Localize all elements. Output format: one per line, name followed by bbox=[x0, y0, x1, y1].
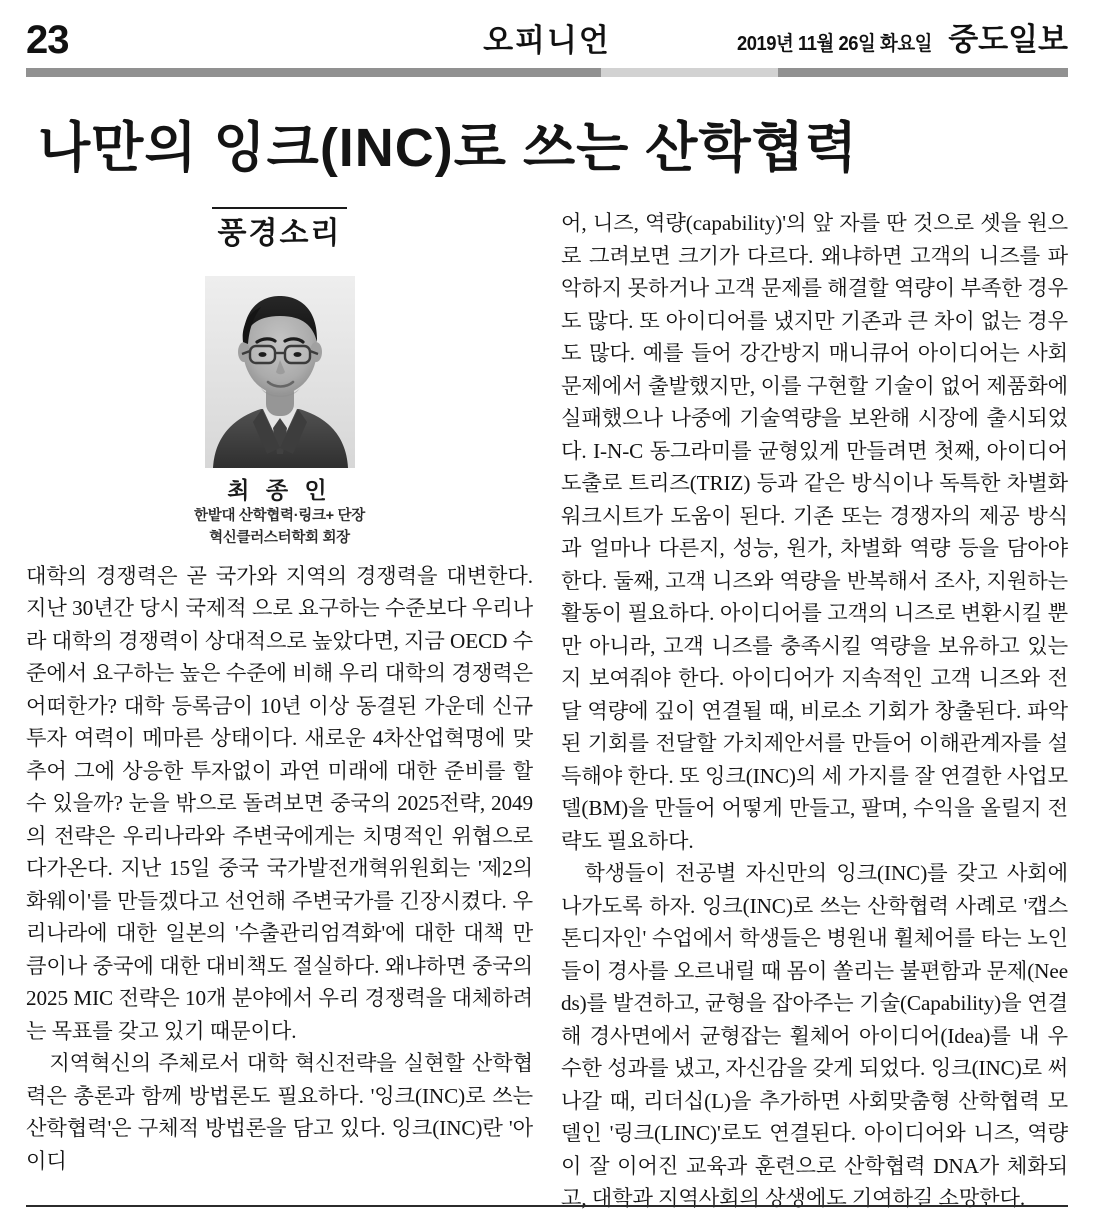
masthead-right-group bbox=[720, 14, 1068, 62]
column-series-title: 풍경소리 bbox=[217, 217, 342, 251]
page-number: 23 bbox=[26, 18, 69, 62]
rule-segment-right bbox=[778, 68, 1068, 77]
issue-date: 2019년 11월 26일 화요일 bbox=[737, 33, 933, 55]
right-column bbox=[561, 207, 1068, 1215]
author-portrait bbox=[205, 276, 355, 468]
page-bottom-rule bbox=[26, 1205, 1068, 1207]
author-affiliation-secondary: 혁신클러스터학회 회장 bbox=[209, 530, 350, 547]
author-name: 최 종 인 bbox=[227, 477, 332, 504]
paragraph: 어, 니즈, 역량(capability)'의 앞 자를 딴 것으로 셋을 원으로 그려보면 크기가 다르다. 왜냐하면 고객의 니즈를 파악하지 못하거나 고객 문제를 해결할 역량이 부족한 경우도 많다. 또 아이디어를 냈지만 기존과 큰 차이 없는 경우도 많다. 예를 들어 강간방지 매니큐어 아이디어는 사회문제에서 출발했지만, 이를 구현할 기술이 없어 제품화에 실패했으나 나중에 기술역량을 보완해 시장에 출시되었다. I-N-C 동그라미를 균형있게 만들려면 첫째, 아이디어도출로 트리즈(TRIZ) 등과 같은 방식이나 독특한 차별화 워크시트가 도움이 된다. 기존 또는 경쟁자의 제공 방식과 얼마나 다른지, 성능, 원가, 차별화 역량 등을 담아야 한다. 둘째, 고객 니즈와 역량을 반복해서 조사, 지원하는 활동이 필요하다. 아이디어를 고객의 니즈로 변환시킬 뿐만 아니라, 고객 니즈를 충족시킬 역량을 보유하고 있는지 보여줘야 한다. 아이디어가 지속적인 고객 니즈와 전달 역량에 깊이 연결될 때, 비로소 기회가 창출된다. 파악된 기회를 전달할 가치제안서를 만들어 이해관계자를 설득해야 한다. 또 잉크(INC)의 세 가지를 잘 연결한 사업모델(BM)을 만들어 어떻게 만들고, 팔며, 수익을 올릴지 전략도 필요하다. bbox=[561, 211, 1068, 853]
paragraph: 지역혁신의 주체로서 대학 혁신전략을 실현할 산학협력은 총론과 함께 방법론도 필요하다. '잉크(INC)로 쓰는 산학협력'은 구체적 방법론을 담고 있다. 잉크(INC)란 '아이디 bbox=[26, 1051, 533, 1173]
article-body-left bbox=[26, 560, 533, 1178]
masthead bbox=[26, 0, 1068, 62]
column-title-wrapper bbox=[212, 207, 348, 250]
section-name: 오피니언 bbox=[483, 23, 611, 58]
article-columns bbox=[26, 207, 1068, 1215]
byline-block bbox=[26, 207, 533, 550]
left-column bbox=[26, 207, 533, 1177]
rule-segment-middle bbox=[601, 68, 778, 77]
article-headline: 나만의 잉크(INC)로 쓰는 산학협력 bbox=[38, 118, 858, 178]
paragraph: 학생들이 전공별 자신만의 잉크(INC)를 갖고 사회에 나가도록 하자. 잉크(INC)로 쓰는 산학협력 사례로 '캡스톤디자인' 수업에서 학생들은 병원내 휠체어를 타는 노인들이 경사를 오르내릴 때 몸이 쏠리는 불편함과 문제(Needs)를 발견하고, 균형을 잡아주는 기술(Capability)을 연결해 경사면에서 균형잡는 휠체어 아이디어(Idea)를 내 우수한 성과를 냈고, 자신감을 갖게 되었다. 잉크(INC)로 써나갈 때, 리더십(L)을 추가하면 사회맞춤형 산학협력 모델인 '링크(LINC)'로도 연결된다. 아이디어와 니즈, 역량이 잘 이어진 교육과 훈련으로 산학협력 DNA가 체화되고, 대학과 지역사회의 상생에도 기여하길 소망한다. bbox=[561, 861, 1068, 1211]
rule-segment-left bbox=[26, 68, 601, 77]
article-body-right bbox=[561, 207, 1068, 1215]
masthead-rule-bar bbox=[26, 68, 1068, 77]
author-affiliation-primary: 한밭대 산학협력·링크+ 단장 bbox=[194, 507, 365, 524]
paper-name: 중도일보 bbox=[948, 22, 1068, 57]
paragraph: 대학의 경쟁력은 곧 국가와 지역의 경쟁력을 대변한다. 지난 30년간 당시 국제적 으로 요구하는 수준보다 우리나라 대학의 경쟁력이 상대적으로 높았다면, 지금 OECD 수준에서 요구하는 높은 수준에 비해 우리 대학의 경쟁력은 어떠한가? 대학 등록금이 10년 이상 동결된 가운데 신규투자 여력이 메마른 상태이다. 새로운 4차산업혁명에 맞추어 그에 상응한 투자없이 과연 미래에 대한 준비를 할 수 있을까? 눈을 밖으로 돌려보면 중국의 2025전략, 2049의 전략은 우리나라와 주변국에게는 치명적인 위협으로 다가온다. 지난 15일 중국 국가발전개혁위원회는 '제2의 화웨이'를 만들겠다고 선언해 주변국가를 긴장시켰다. 우리나라에 대한 일본의 '수출관리엄격화'에 대한 대책 만큼이나 중국에 대한 대비책도 절실하다. 왜냐하면 중국의 2025 MIC 전략은 10개 분야에서 우리 경쟁력을 대체하려는 목표를 갖고 있기 때문이다. bbox=[26, 563, 533, 1043]
